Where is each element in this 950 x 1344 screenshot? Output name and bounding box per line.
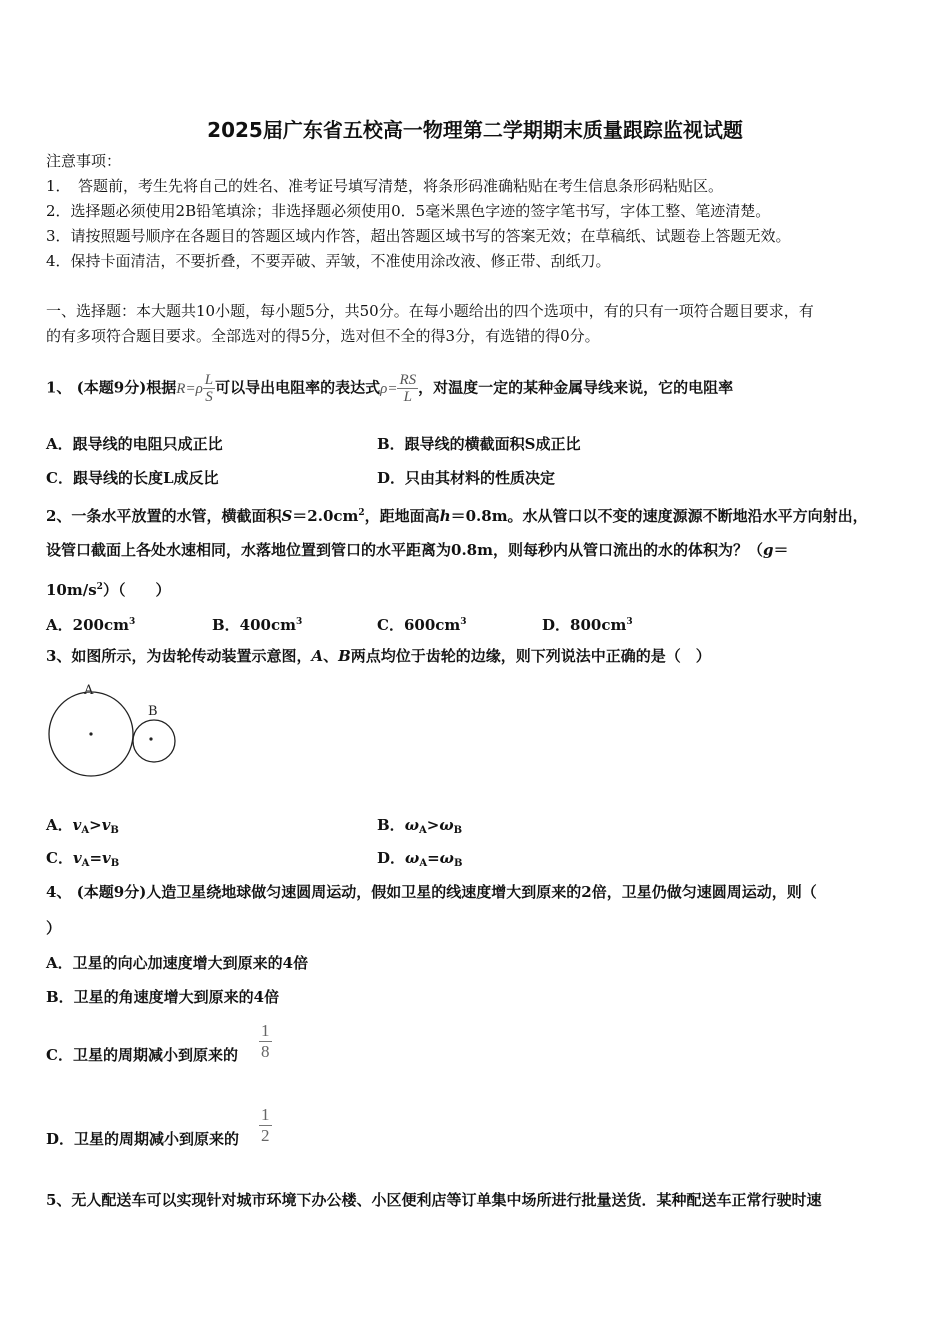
gear-b-center bbox=[149, 737, 152, 740]
q3-option-d-sub1: A bbox=[419, 858, 428, 869]
q1-option-c: C．跟导线的长度L成反比 bbox=[46, 469, 219, 487]
notice-item-2: 2．选择题必须使用2B铅笔填涂；非选择题必须使用0．5毫米黑色字迹的签字笔书写，字体工整、笔迹清楚。 bbox=[46, 202, 771, 220]
q3-option-d-label: D． bbox=[377, 849, 406, 867]
q4-option-d-fraction bbox=[259, 1105, 272, 1146]
q3-option-a-var2: v bbox=[101, 816, 111, 834]
q4-option-b: B．卫星的角速度增大到原来的4倍 bbox=[46, 988, 280, 1006]
q4-line-2: ） bbox=[46, 919, 62, 937]
q3-option-b-op: > bbox=[426, 816, 440, 834]
q4-option-d-den: 2 bbox=[261, 1126, 270, 1145]
q2-option-d bbox=[542, 612, 633, 635]
q2-text-h: ）（ ） bbox=[102, 581, 171, 599]
q2-option-a-text: A．200cm bbox=[46, 616, 129, 634]
q2-option-d-text: D．800cm bbox=[542, 616, 627, 634]
q3-text-a: 3、如图所示，为齿轮传动装置示意图， bbox=[46, 647, 312, 665]
q4-option-c-den: 8 bbox=[261, 1042, 270, 1061]
section-1-line-2: 的有多项符合题目要求。全部选对的得5分，选对但不全的得3分，有选错的得0分。 bbox=[46, 327, 600, 345]
q4-line-1: 4、 (本题9分)人造卫星绕地球做匀速圆周运动，假如卫星的线速度增大到原来的2倍，卫星仍做匀速圆周运动，则（ bbox=[46, 883, 817, 901]
q5-line-1: 5、无人配送车可以实现针对城市环境下办公楼、小区便利店等订单集中场所进行批量送货．某种配送车正常行驶时速 bbox=[46, 1191, 822, 1209]
q1-formula-1 bbox=[176, 372, 215, 405]
gear-a-center bbox=[89, 732, 92, 735]
q3-option-c-sub2: B bbox=[110, 858, 120, 869]
q3-option-a-sub2: B bbox=[110, 825, 119, 836]
q3-option-c-sub1: A bbox=[81, 858, 90, 869]
q2-sup-2: 2 bbox=[96, 582, 103, 592]
q3-option-d bbox=[377, 848, 462, 874]
q1-middle: 可以导出电阻率的表达式 bbox=[215, 378, 381, 397]
q2-option-c-text: C．600cm bbox=[377, 616, 461, 634]
q2-text-c: ，距地面高 bbox=[364, 507, 440, 525]
gear-label-a: A bbox=[84, 683, 94, 698]
q2-option-a bbox=[46, 612, 135, 635]
q3-option-c-label: C． bbox=[46, 849, 73, 867]
q2-text-f: ＝ bbox=[773, 541, 789, 559]
q4-option-a: A．卫星的向心加速度增大到原来的4倍 bbox=[46, 954, 309, 972]
q3-text-b: 两点均位于齿轮的边缘，则下列说法中正确的是（ ） bbox=[350, 647, 711, 665]
q1-formula-2 bbox=[380, 372, 418, 405]
q3-option-c-var2: v bbox=[102, 849, 111, 867]
q3-option-d-var2: ω bbox=[439, 849, 454, 867]
page-title: 2025届广东省五校高一物理第二学期期末质量跟踪监视试题 bbox=[207, 118, 743, 142]
q1-formula-2-num: RS bbox=[399, 372, 417, 388]
q1-option-d: D．只由其材料的性质决定 bbox=[377, 469, 556, 487]
q2-text-e: 设管口截面上各处水速相同，水落地位置到管口的水平距离为0.8m，则每秒内从管口流出的水的体积为？（ bbox=[46, 541, 763, 559]
q2-var-g: g bbox=[762, 541, 774, 559]
q1-formula-1-lhs: R=ρ bbox=[176, 380, 203, 397]
q3-option-b-sub1: A bbox=[418, 825, 427, 836]
q3-option-d-op: = bbox=[427, 849, 440, 867]
q2-line-2 bbox=[46, 540, 789, 560]
q3-stem bbox=[46, 646, 711, 666]
q3-option-a-var1: v bbox=[72, 816, 82, 834]
q2-var-h: h bbox=[439, 507, 451, 525]
q3-option-a bbox=[46, 815, 119, 841]
q3-option-b-var2: ω bbox=[439, 816, 454, 834]
q3-option-b-label: B． bbox=[377, 816, 405, 834]
notice-item-1: 1． 答题前，考生先将自己的姓名、准考证号填写清楚，将条形码准确粘贴在考生信息条形码粘贴区。 bbox=[46, 177, 724, 195]
q2-line-1 bbox=[46, 503, 868, 526]
q4-option-c-fraction bbox=[259, 1021, 272, 1062]
gear-label-b: B bbox=[148, 704, 158, 719]
q2-text-b: ＝2.0cm bbox=[292, 507, 359, 525]
q1-formula-1-num: L bbox=[204, 372, 214, 388]
notice-heading: 注意事项： bbox=[46, 152, 122, 170]
q3-point-a: A bbox=[311, 647, 324, 665]
q1-prefix: 1、 (本题9分)根据 bbox=[46, 378, 177, 397]
q3-option-b-sub2: B bbox=[453, 825, 463, 836]
q2-line-3 bbox=[46, 577, 170, 600]
q3-option-b-var1: ω bbox=[404, 816, 419, 834]
q1-formula-2-lhs: ρ= bbox=[380, 380, 398, 397]
q2-var-s: S bbox=[281, 507, 293, 525]
q1-option-a: A．跟导线的电阻只成正比 bbox=[46, 435, 223, 453]
q2-option-b-sup: 3 bbox=[296, 617, 303, 627]
q2-option-b bbox=[212, 612, 302, 635]
notice-item-3: 3．请按照题号顺序在各题目的答题区域内作答，超出答题区域书写的答案无效；在草稿纸、试题卷上答题无效。 bbox=[46, 227, 791, 245]
q3-point-b: B bbox=[338, 647, 351, 665]
q2-option-d-sup: 3 bbox=[626, 617, 633, 627]
gear-diagram bbox=[44, 678, 184, 788]
q2-text-d: ＝0.8m。水从管口以不变的速度源源不断地沿水平方向射出， bbox=[450, 507, 868, 525]
q2-option-c-sup: 3 bbox=[460, 617, 467, 627]
notice-item-4: 4．保持卡面清洁，不要折叠，不要弄破、弄皱，不准使用涂改液、修正带、刮纸刀。 bbox=[46, 252, 611, 270]
q3-sep: 、 bbox=[323, 647, 339, 665]
section-1-line-1: 一、选择题：本大题共10小题，每小题5分，共50分。在每小题给出的四个选项中，有的只有一项符合题目要求，有 bbox=[46, 302, 814, 320]
q2-option-b-text: B．400cm bbox=[212, 616, 296, 634]
q3-option-a-op: > bbox=[89, 816, 102, 834]
q4-option-c: C．卫星的周期减小到原来的 bbox=[46, 1046, 238, 1064]
q1-option-b: B．跟导线的横截面积S成正比 bbox=[377, 435, 581, 453]
q2-sup-1: 2 bbox=[358, 508, 365, 518]
q3-option-d-sub2: B bbox=[453, 858, 463, 869]
q2-option-c bbox=[377, 612, 467, 635]
q3-option-c-op: = bbox=[89, 849, 103, 867]
gear-b-circle bbox=[133, 720, 175, 762]
q3-option-a-sub1: A bbox=[81, 825, 90, 836]
q4-option-c-num: 1 bbox=[261, 1021, 270, 1040]
question-1-stem bbox=[46, 372, 733, 405]
q4-option-d: D．卫星的周期减小到原来的 bbox=[46, 1130, 240, 1148]
q3-option-a-label: A． bbox=[46, 816, 73, 834]
q3-option-d-var1: ω bbox=[405, 849, 420, 867]
q3-option-c-var1: v bbox=[72, 849, 82, 867]
q3-option-c bbox=[46, 848, 119, 874]
q1-formula-2-den: L bbox=[397, 388, 418, 405]
q2-text-a: 2、一条水平放置的水管，横截面积 bbox=[46, 507, 282, 525]
q2-text-g: 10m/s bbox=[46, 581, 97, 599]
q4-option-d-num: 1 bbox=[261, 1105, 270, 1124]
q1-suffix: ，对温度一定的某种金属导线来说，它的电阻率 bbox=[418, 378, 734, 397]
q1-formula-1-den: S bbox=[203, 388, 215, 405]
q2-option-a-sup: 3 bbox=[128, 617, 136, 627]
q3-option-b bbox=[377, 815, 462, 841]
